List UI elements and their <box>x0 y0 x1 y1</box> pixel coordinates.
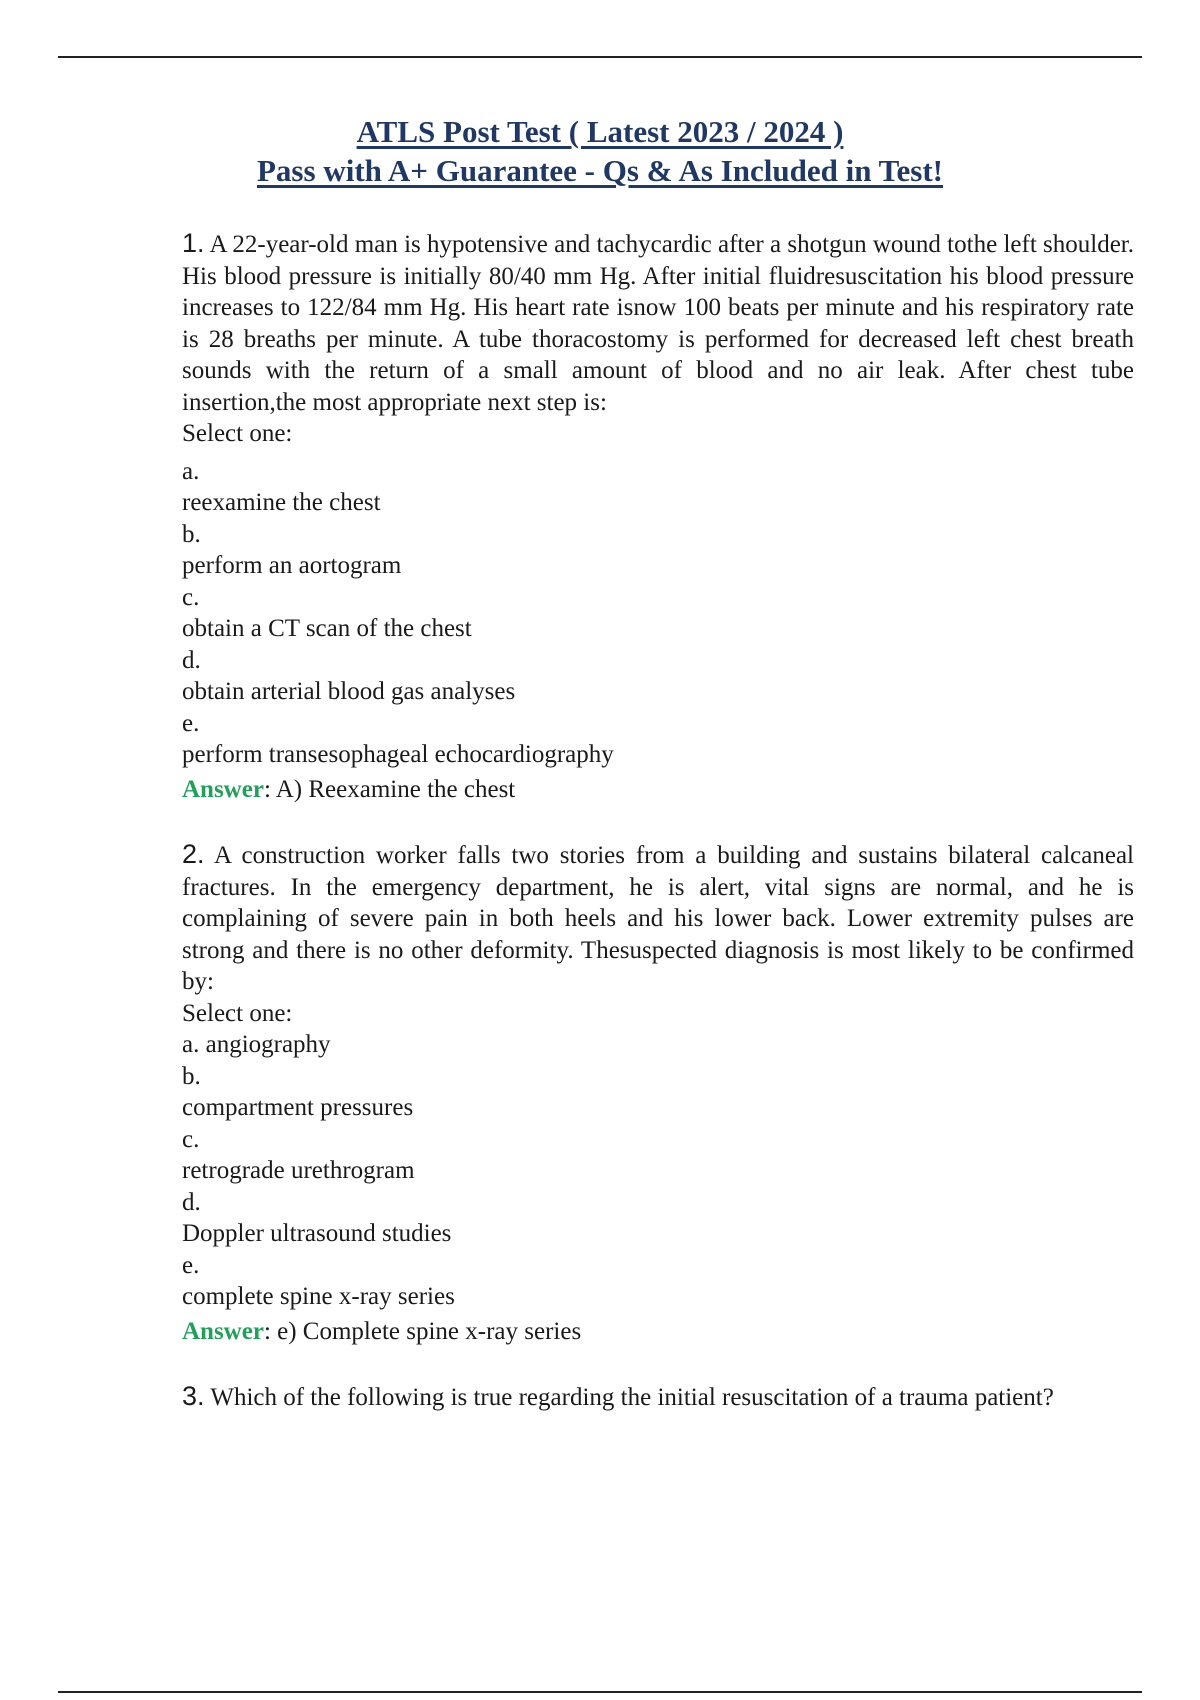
title-line-2: Pass with A+ Guarantee - Qs & As Included in Test! <box>257 153 943 188</box>
question-text <box>182 839 1134 998</box>
option-text-d: obtain arterial blood gas analyses <box>182 678 516 705</box>
select-one-label: Select one: <box>182 999 293 1027</box>
option-text-c: obtain a CT scan of the chest <box>182 615 472 642</box>
question-number: 1. <box>182 228 205 258</box>
question-text <box>182 1381 1134 1414</box>
option-letter-d: d. <box>182 1188 201 1216</box>
option-list <box>182 1029 1134 1313</box>
option-text-d: Doppler ultrasound studies <box>182 1220 452 1247</box>
answer-text: : A) Reexamine the chest <box>263 775 516 803</box>
question-1 <box>182 228 1134 805</box>
select-one-label: Select one: <box>182 420 293 447</box>
question-body: Which of the following is true regarding the initial resuscitation of a trauma patient? <box>210 1384 1054 1411</box>
option-a: a. angiography <box>182 1031 331 1058</box>
answer-line <box>182 1316 1134 1348</box>
option-text-e: perform transesophageal echocardiography <box>182 741 614 768</box>
option-letter-c: c. <box>182 1125 200 1153</box>
question-body: A 22-year-old man is hypotensive and tachycardic after a shotgun wound tothe left shoulder. His blood pressure is initially 80/40 mm Hg. After initial fluidresuscitation his blood pressure increases to 122/84 mm Hg. His heart rate isnow 100 beats per minute and his respiratory rate is 28 breaths per minute. A tube thoracostomy is performed for decreased left chest breath sounds with the return of a small amount of blood and no air leak. After chest tube insertion,the most appropriate next step is: <box>182 231 1134 416</box>
option-letter-b: b. <box>182 1062 201 1090</box>
answer-label: Answer <box>182 1317 264 1345</box>
option-text-c: retrograde urethrogram <box>182 1157 415 1184</box>
document-title <box>0 112 1200 190</box>
question-number: 2. <box>182 839 205 869</box>
option-list <box>182 456 1134 771</box>
answer-label: Answer <box>182 775 264 803</box>
answer-text: : e) Complete spine x-ray series <box>263 1317 582 1345</box>
option-letter-a: a. <box>182 457 200 485</box>
option-text-e: complete spine x-ray series <box>182 1283 455 1310</box>
option-letter-e: e. <box>182 709 200 737</box>
top-rule <box>58 56 1142 58</box>
option-text-a: reexamine the chest <box>182 489 381 516</box>
option-letter-c: c. <box>182 583 200 611</box>
option-text-b: compartment pressures <box>182 1094 414 1121</box>
bottom-rule <box>58 1691 1142 1693</box>
question-body: A construction worker falls two stories from a building and sustains bilateral calcaneal fractures. In the emergency department, he is alert, vital signs are normal, and he is complaining of severe pain in both heels and his lower back. Lower extremity pulses are strong and there is no other deformity. Thesuspected diagnosis is most likely to be confirmed by: <box>182 842 1134 995</box>
question-number: 3. <box>182 1381 205 1411</box>
document-body <box>182 228 1134 1448</box>
question-text <box>182 228 1134 418</box>
option-letter-b: b. <box>182 520 201 548</box>
option-text-b: perform an aortogram <box>182 552 402 579</box>
option-letter-e: e. <box>182 1251 200 1279</box>
question-3 <box>182 1381 1134 1414</box>
option-letter-d: d. <box>182 646 201 674</box>
question-2 <box>182 839 1134 1347</box>
answer-line <box>182 774 1134 806</box>
title-line-1: ATLS Post Test ( Latest 2023 / 2024 ) <box>356 114 844 149</box>
